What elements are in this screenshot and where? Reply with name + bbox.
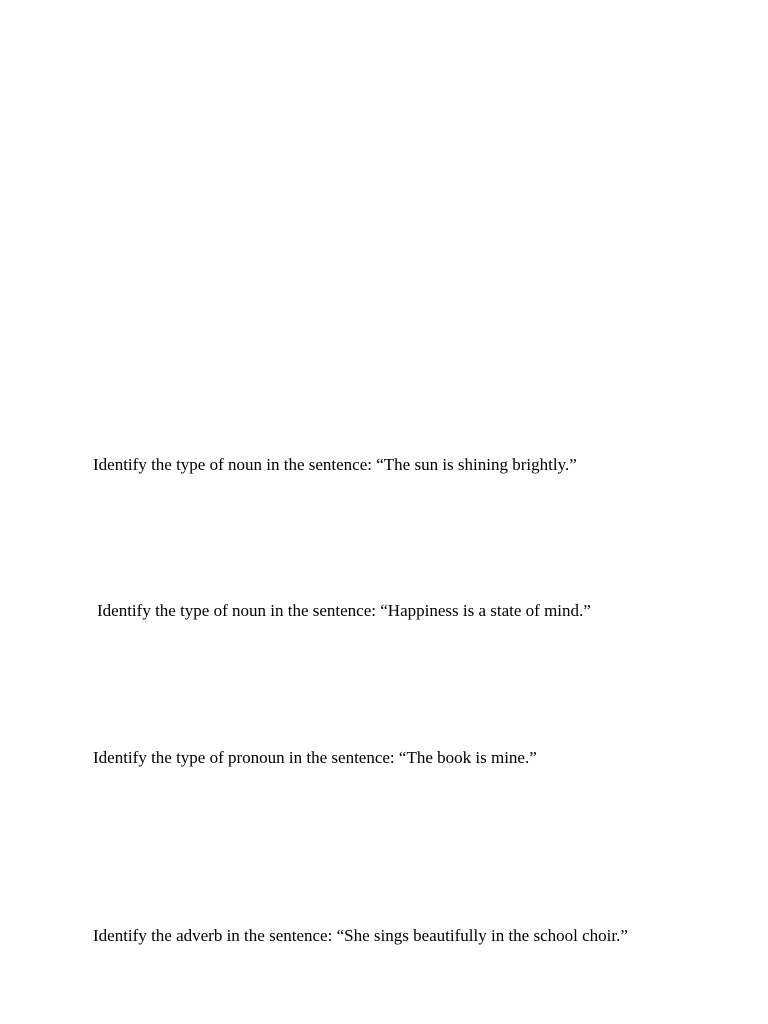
- question-3: Identify the type of pronoun in the sentence: “The book is mine.”: [93, 748, 537, 767]
- question-4: Identify the adverb in the sentence: “She sings beautifully in the school choir.”: [93, 926, 628, 945]
- question-2: Identify the type of noun in the sentence: “Happiness is a state of mind.”: [97, 601, 591, 620]
- question-1: Identify the type of noun in the sentence: “The sun is shining brightly.”: [93, 455, 577, 474]
